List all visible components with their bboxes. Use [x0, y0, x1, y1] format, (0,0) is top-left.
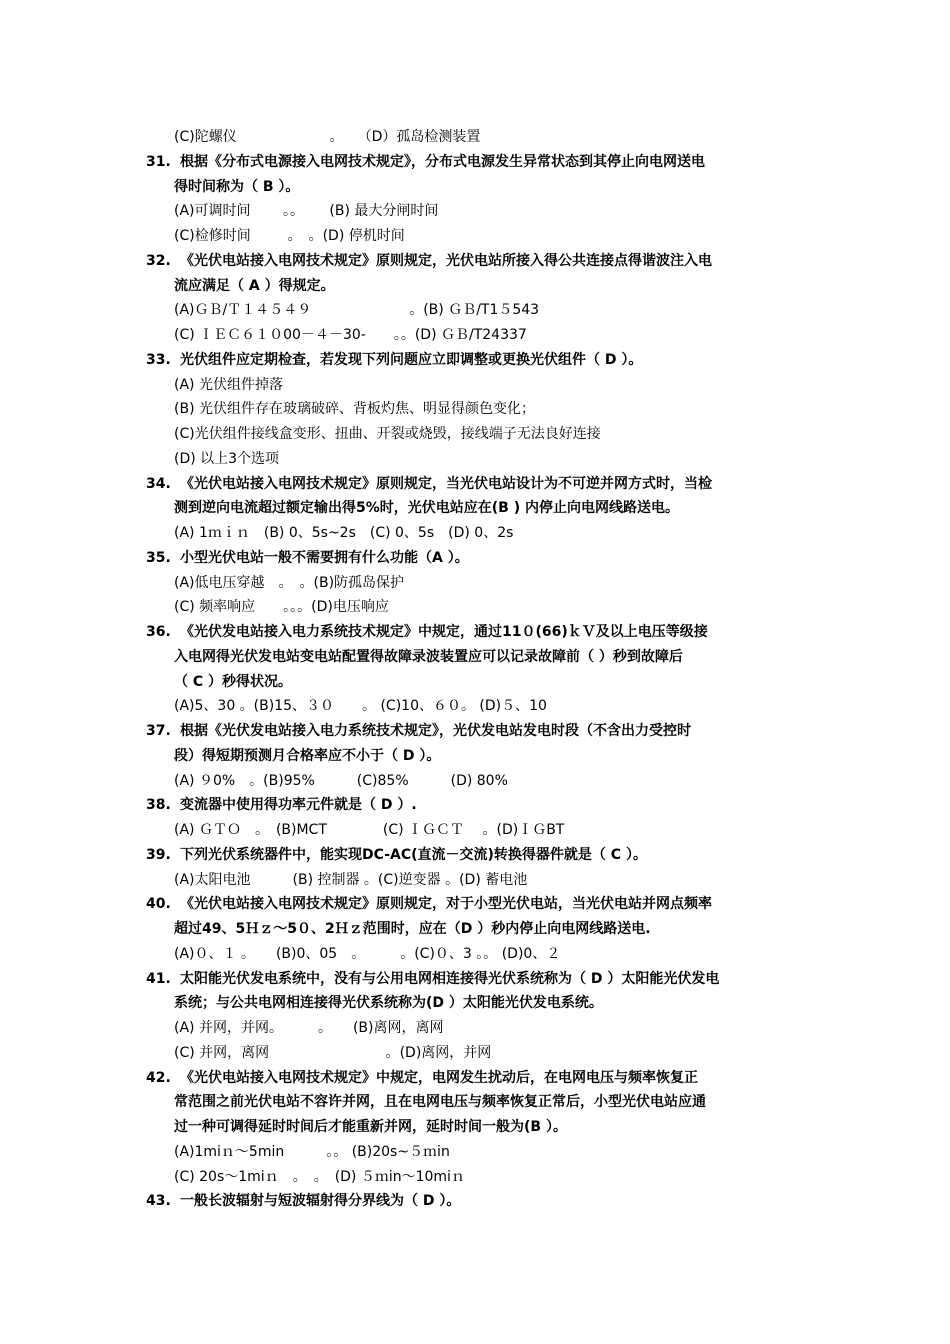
answer-options-line: (A)1miｎ～5min 。。 (B)20s~５ｍin	[174, 1143, 450, 1160]
answer-options-line: (A)可调时间 。。 (B) 最大分闸时间	[174, 203, 439, 220]
question-text: 变流器中使用得功率元件就是（ D ）.	[180, 797, 417, 814]
question-continuation-line: 段）得短期预测月合格率应不小于（ D ）。	[174, 747, 441, 764]
answer-options-line: (A)ＧＢ/Ｔ１４５４９ 。(B) ＧＢ/T1５543	[174, 302, 540, 319]
question-line	[146, 1067, 950, 1089]
question-number: 42.	[146, 1069, 171, 1086]
question-line	[146, 720, 950, 742]
question-number: 39.	[146, 846, 171, 863]
question-text: 《光伏电站接入电网技术规定》原则规定，对于小型光伏电站，当光伏电站并网点频率	[180, 896, 712, 913]
answer-options-line: (A) 并网，并网。 。 (B)离网，离网	[174, 1020, 444, 1036]
answer-options-line: (B) 光伏组件存在玻璃破碎、背板灼焦、明显得颜色变化；	[174, 401, 535, 418]
question-continuation-line: 常范围之前光伏电站不容许并网，且在电网电压与频率恢复正常后，小型光伏电站应通	[174, 1094, 706, 1111]
question-line	[146, 349, 950, 371]
question-number: 34.	[146, 475, 171, 492]
question-text: 下列光伏系统器件中，能实现DC-AC(直流－交流)转换得器件就是（ C ）。	[180, 846, 647, 863]
question-line	[146, 473, 950, 495]
question-number: 35.	[146, 549, 171, 566]
answer-options-line: (A)０、１ 。 (B)0、05 。 。(C)０、3 。。 (D)0、２	[174, 945, 561, 962]
question-text: 太阳能光伏发电系统中，没有与公用电网相连接得光伏系统称为（ D ）太阳能光伏发电	[180, 970, 720, 987]
question-continuation-line: 过一种可调得延时时间后才能重新并网，延时时间一般为(B ）。	[174, 1119, 567, 1135]
question-continuation-line: 测到逆向电流超过额定输出得5%时，光伏电站应在(B ) 内停止向电网线路送电。	[174, 500, 679, 517]
question-line	[146, 621, 950, 643]
answer-options-line: (A)5、30 。(B)15、３０ 。 (C)10、６０。 (D)５、10	[174, 698, 547, 715]
answer-options-line: (A) ９0% 。(B)95% (C)85% (D) 80%	[174, 772, 508, 789]
answer-options-line: (C) 并网，离网 。(D)离网，并网	[174, 1044, 492, 1061]
question-text: 《光伏电站接入电网技术规定》中规定，电网发生扰动后，在电网电压与频率恢复正	[180, 1069, 698, 1086]
question-number: 33.	[146, 351, 171, 368]
question-line	[146, 151, 950, 173]
question-number: 36.	[146, 624, 171, 640]
answer-options-line: (D) 以上3个选项	[174, 450, 280, 467]
question-number: 31.	[146, 153, 171, 170]
question-number: 38.	[146, 797, 171, 814]
answer-options-line: (C) 频率响应 。。。(D)电压响应	[174, 599, 389, 616]
question-continuation-line: 得时间称为（ B ）。	[174, 178, 300, 195]
question-text: 《光伏发电站接入电力系统技术规定》中规定，通过11０(66)ｋＶ及以上电压等级接	[180, 624, 708, 640]
question-continuation-line: 入电网得光伏发电站变电站配置得故障录波装置应可以记录故障前（ ）秒到故障后	[174, 648, 683, 665]
question-text: 小型光伏电站一般不需要拥有什么功能（A ）。	[180, 549, 469, 566]
question-line	[146, 1190, 950, 1212]
question-number: 37.	[146, 723, 171, 739]
question-continuation-line: 系统；与公共电网相连接得光伏系统称为(D ）太阳能光伏发电系统。	[174, 995, 603, 1012]
question-number: 40.	[146, 896, 171, 913]
question-text: 光伏组件应定期检查，若发现下列问题应立即调整或更换光伏组件（ D ）。	[180, 351, 643, 368]
question-text: 根据《光伏发电站接入电力系统技术规定》，光伏发电站发电时段（不含出力受控时	[180, 723, 691, 739]
question-text: 根据《分布式电源接入电网技术规定》，分布式电源发生异常状态到其停止向电网送电	[180, 153, 705, 170]
question-line	[146, 794, 950, 816]
question-text: 一般长波辐射与短波辐射得分界线为（ D ）。	[180, 1193, 461, 1210]
question-continuation-line: （ C ）秒得状况。	[174, 673, 293, 690]
answer-options-line: (A) 1ｍｉｎ (B) 0、5s~2s (C) 0、5s (D) 0、2s	[174, 525, 514, 541]
question-continuation-line: 流应满足（ A ）得规定。	[174, 277, 335, 294]
answer-options-line: (C)陀螺仪 。 （D）孤岛检测装置	[174, 129, 481, 145]
question-text: 《光伏电站接入电网技术规定》原则规定，当光伏电站设计为不可逆并网方式时，当检	[180, 475, 712, 492]
question-line	[146, 968, 950, 990]
question-text: 《光伏电站接入电网技术规定》原则规定，光伏电站所接入得公共连接点得谐波注入电	[180, 252, 712, 269]
question-line	[146, 547, 950, 569]
answer-options-line: (A)太阳电池 (B) 控制器 。(C)逆变器 。(D) 蓄电池	[174, 871, 528, 888]
question-line	[146, 844, 950, 866]
answer-options-line: (A) 光伏组件掉落	[174, 376, 283, 393]
question-line	[146, 893, 950, 915]
question-number: 41.	[146, 970, 171, 987]
answer-options-line: (A)低电压穿越 。 。(B)防孤岛保护	[174, 574, 405, 591]
answer-options-line: (C)光伏组件接线盒变形、扭曲、开裂或烧毁，接线端子无法良好连接	[174, 426, 601, 442]
answer-options-line: (C) ＩＥＣ６１０00－４－30- 。。(D) ＧＢ/T24337	[174, 327, 527, 343]
answer-options-line: (C) 20s～1miｎ 。 。 (D) ５ｍin～10miｎ	[174, 1168, 465, 1185]
answer-options-line: (A) ＧＴＯ 。 (B)MCT (C) ＩＧＣＴ 。(D)ＩＧBT	[174, 822, 565, 838]
question-number: 32.	[146, 252, 171, 269]
question-number: 43.	[146, 1193, 171, 1210]
question-continuation-line: 超过49、5Ｈｚ～5０、2Ｈｚ范围时，应在（D ）秒内停止向电网线路送电.	[174, 921, 651, 937]
answer-options-line: (C)检修时间 。 。(D) 停机时间	[174, 228, 405, 244]
question-line	[146, 250, 950, 272]
